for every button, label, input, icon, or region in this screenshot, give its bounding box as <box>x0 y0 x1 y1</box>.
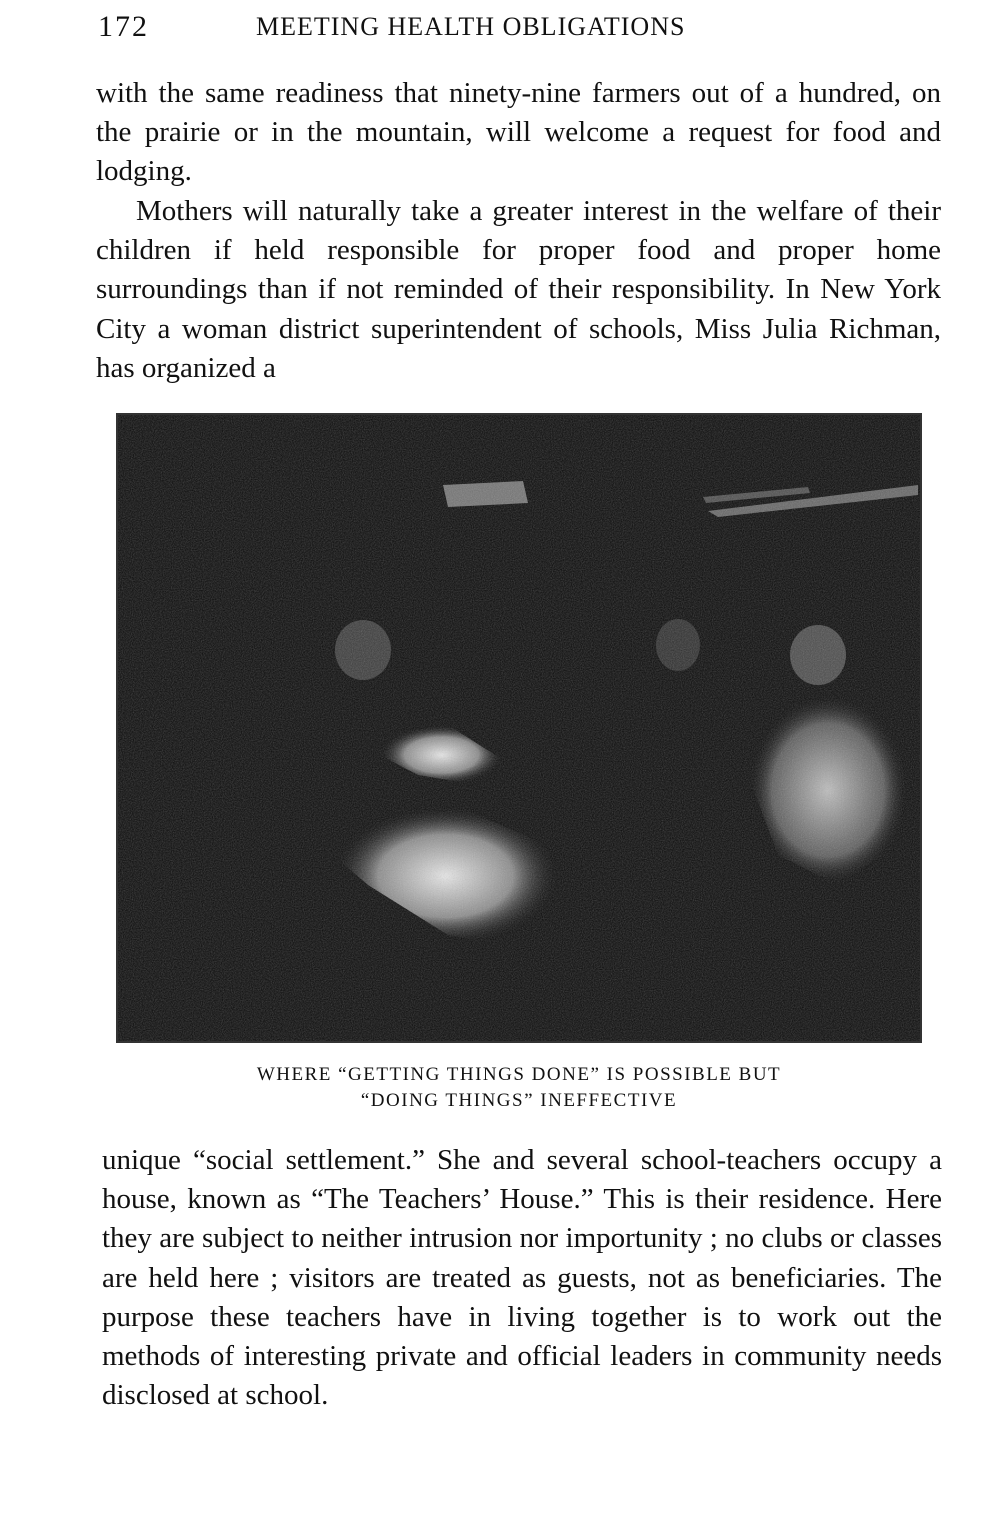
photograph <box>116 413 922 1043</box>
paragraph-3: unique “social settlement.” She and several school-teachers occupy a house, known as “The Teachers’ House.” This is their residence. Here they are subject to neither intrusion nor importunity ; no clubs or classes are held here ; visitors are treated as guests, not as beneficiaries. The purpose these teachers have in living together is to work out the methods of interesting private and official leaders in community needs disclosed at school. <box>102 1144 942 1412</box>
paragraph-1: with the same readiness that ninety-nine farmers out of a hundred, on the prairie or in the mountain, will welcome a request for food and lodging. <box>96 77 941 188</box>
page-header <box>98 10 798 50</box>
caption-line-2: “DOING THINGS” INEFFECTIVE <box>360 1090 678 1111</box>
caption-line-1: WHERE “GETTING THINGS DONE” IS POSSIBLE BUT <box>256 1064 782 1085</box>
page-number: 172 <box>98 10 149 43</box>
photograph-image <box>118 415 920 1041</box>
running-head: MEETING HEALTH OBLIGATIONS <box>256 12 686 41</box>
figure-caption <box>116 1062 922 1114</box>
paragraph-2: Mothers will naturally take a greater interest in the welfare of their children if held responsible for proper food and proper home surroundings than if not reminded of their responsibility. In New York City a woman district superintendent of schools, Miss Julia Richman, has organized a <box>96 195 941 384</box>
